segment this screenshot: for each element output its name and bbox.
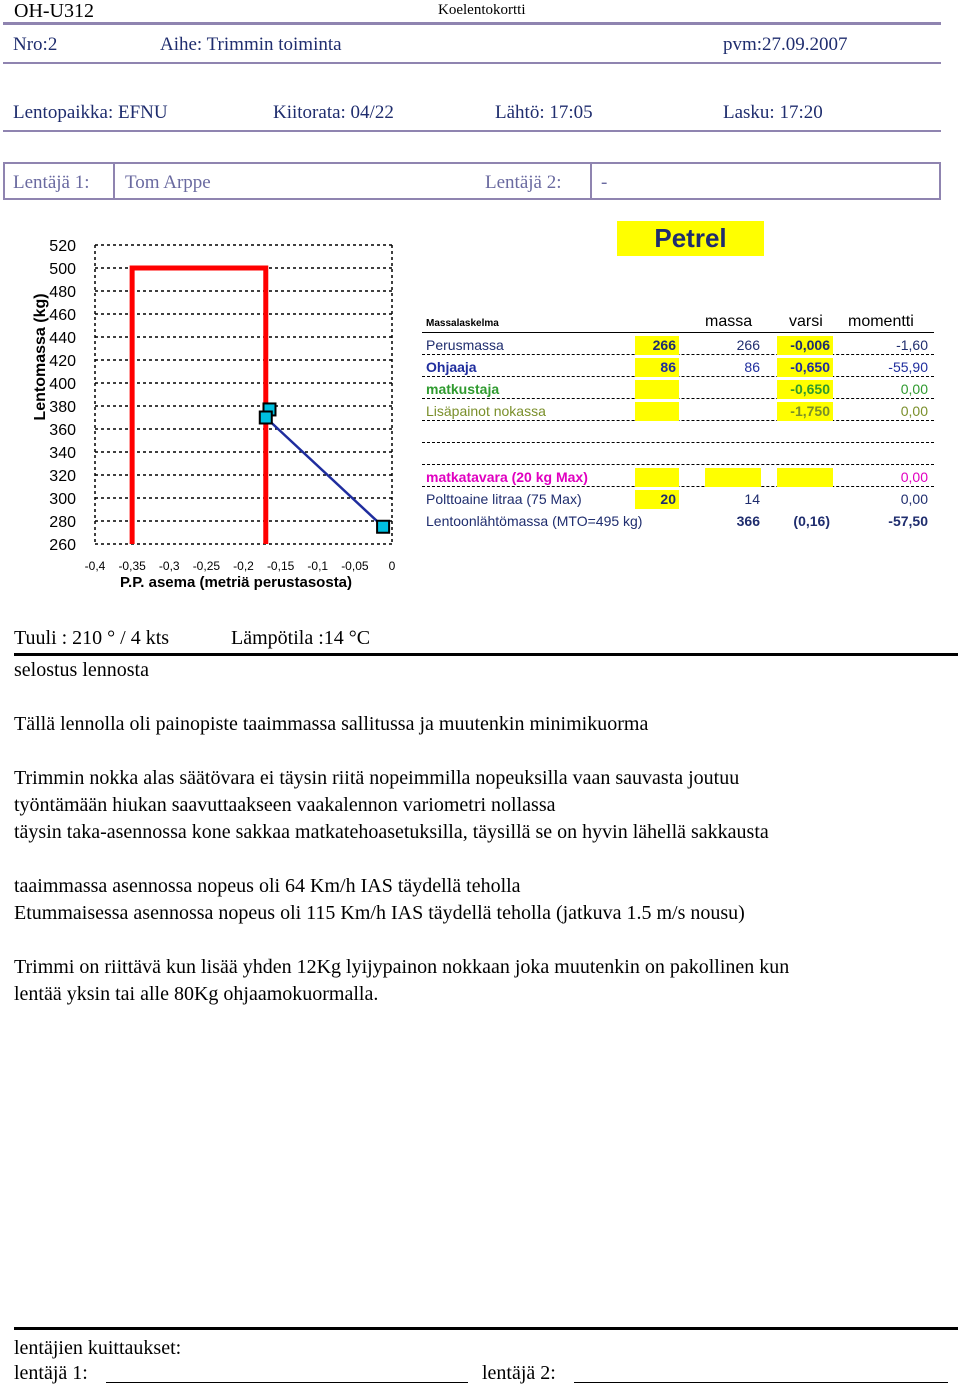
chart-y-tick-label: 520	[49, 238, 76, 255]
runway: Kiitorata: 04/22	[273, 102, 394, 123]
header-rule	[3, 198, 941, 200]
input-cell-highlight	[635, 402, 679, 421]
header-border	[590, 162, 592, 200]
mass-table-dashed-rule	[422, 464, 934, 465]
row-label: matkatavara (20 kg Max)	[426, 469, 588, 485]
row-arm: -0,650	[790, 381, 830, 397]
form-title: Koelentokortti	[438, 2, 526, 18]
row-label: Lentoonlähtömassa (MTO=495 kg)	[426, 513, 643, 529]
chart-x-tick-label: -0,3	[158, 559, 180, 573]
report-line: Tällä lennolla oli painopiste taaimmassa sallitussa ja muutenkin minimikuorma	[14, 713, 649, 735]
mass-table-dashed-rule	[422, 442, 934, 443]
chart-y-axis-label: Lentomassa (kg)	[32, 293, 49, 421]
row-arm: -0,650	[790, 359, 830, 375]
input-cell-highlight	[635, 468, 679, 487]
chart-y-tick-label: 400	[49, 376, 76, 393]
row-moment: 0,00	[900, 381, 928, 397]
pilot1-signature-line[interactable]	[106, 1382, 468, 1383]
mass-table-row	[422, 336, 934, 356]
mass-table-row	[422, 468, 934, 488]
form-subject: Aihe: Trimmin toiminta	[160, 34, 342, 55]
pilot2-signature-line[interactable]	[574, 1382, 948, 1383]
chart-x-tick-label: 0	[388, 559, 396, 573]
col-momentti: momentti	[848, 313, 914, 330]
row-mass: 366	[736, 513, 760, 529]
row-arm: -1,750	[790, 403, 830, 419]
chart-y-tick-label: 260	[49, 537, 76, 554]
chart-x-tick-label: -0,15	[266, 559, 295, 573]
mass-table-row	[422, 490, 934, 510]
wind-info: Tuuli : 210 ° / 4 kts	[14, 627, 170, 649]
report-line: Etummaisessa asennossa nopeus oli 115 Km/h IAS täydellä teholla (jatkuva 1.5 m/s nousu)	[14, 902, 745, 924]
mass-table-row	[422, 402, 934, 422]
row-moment: -57,50	[888, 513, 928, 529]
chart-y-tick-label: 360	[49, 422, 76, 439]
mass-table-row	[422, 512, 934, 532]
chart-x-tick-label: -0,25	[192, 559, 221, 573]
mass-table-header	[422, 312, 934, 332]
cg-point-marker	[260, 412, 272, 424]
chart-y-tick-label: 500	[49, 261, 76, 278]
chart-x-tick-label: -0,35	[118, 559, 146, 573]
report-line: työntämään hiukan saavuttaakseen vaakalennon variometri nollassa	[14, 794, 556, 816]
pilot1-name: Tom Arppe	[125, 172, 211, 193]
pilot2-name: -	[601, 172, 608, 193]
cg-shift-line	[266, 409, 383, 526]
row-mass: 266	[736, 337, 760, 353]
pilot1-label: Lentäjä 1:	[13, 172, 90, 193]
row-label: Polttoaine litraa (75 Max)	[426, 491, 582, 507]
input-cell-highlight	[635, 380, 679, 399]
row-label: Perusmassa	[426, 337, 504, 353]
cg-point-marker	[377, 521, 389, 533]
pilot2-label: Lentäjä 2:	[485, 172, 562, 193]
row-mass: 86	[744, 359, 760, 375]
chart-x-axis-label: P.P. asema (metriä perustasosta)	[119, 574, 353, 591]
row-arm: (0,16)	[793, 513, 830, 529]
report-line: lentää yksin tai alle 80Kg ohjaamokuormalla.	[14, 983, 379, 1005]
arm-cell-highlight	[777, 468, 833, 487]
signoff-rule	[14, 1327, 958, 1330]
row-moment: 0,00	[900, 469, 928, 485]
row-label: matkustaja	[426, 381, 500, 397]
header-row-3	[3, 172, 941, 196]
header-rule	[3, 130, 941, 132]
report-rule	[14, 653, 958, 656]
report-line: Trimmin nokka alas säätövara ei täysin riitä nopeimmilla nopeuksilla vaan sauvasta joutuu	[14, 767, 740, 789]
row-arm: -0,006	[790, 337, 830, 353]
mass-table-header-rule	[422, 332, 934, 333]
report-label: selostus lennosta	[14, 659, 149, 681]
row-input-value: 20	[660, 491, 676, 507]
header-border	[939, 162, 941, 200]
chart-x-tick-label: -0,05	[341, 559, 369, 573]
mass-calculation-table	[422, 312, 934, 542]
header-border	[3, 162, 5, 200]
mass-table-row	[422, 358, 934, 378]
col-varsi: varsi	[789, 313, 823, 330]
document-code: OH-U312	[14, 0, 94, 22]
chart-y-tick-label: 320	[49, 468, 76, 485]
mass-cell-highlight	[705, 468, 761, 487]
col-massa: massa	[705, 313, 753, 330]
report-line: taaimmassa asennossa nopeus oli 64 Km/h IAS täydellä teholla	[14, 875, 521, 897]
chart-y-tick-label: 300	[49, 491, 76, 508]
row-moment: 0,00	[900, 403, 928, 419]
row-moment: 0,00	[900, 491, 928, 507]
header-rule	[3, 22, 941, 25]
row-input-value: 266	[652, 337, 676, 353]
header-row-2	[3, 102, 941, 126]
row-input-value: 86	[660, 359, 676, 375]
aircraft-type-badge: Petrel	[617, 221, 764, 256]
pilot1-signature-label: lentäjä 1:	[14, 1362, 88, 1384]
chart-y-tick-label: 340	[49, 445, 76, 462]
temperature-info: Lämpötila :14 °C	[231, 627, 371, 649]
chart-x-tick-label: -0,2	[233, 559, 254, 573]
row-mass: 14	[744, 491, 760, 507]
chart-y-tick-label: 440	[49, 330, 76, 347]
report-line: täysin taka-asennossa kone sakkaa matkatehoasetuksilla, täysillä se on hyvin lähellä sakkausta	[14, 821, 769, 843]
row-label: Lisäpainot nokassa	[426, 403, 546, 419]
chart-x-tick-label: -0,1	[307, 559, 329, 573]
chart-y-tick-label: 380	[49, 399, 76, 416]
row-moment: -55,90	[888, 359, 928, 375]
form-number: Nro:2	[13, 34, 58, 55]
chart-y-tick-label: 420	[49, 353, 76, 370]
report-line: Trimmi on riittävä kun lisää yhden 12Kg lyijypainon nokkaan joka muutenkin on pakollinen kun	[14, 956, 790, 978]
pilot2-signature-label: lentäjä 2:	[482, 1362, 556, 1384]
header-rule	[3, 162, 941, 164]
header-rule	[3, 62, 941, 64]
signoff-title: lentäjien kuittaukset:	[14, 1337, 182, 1359]
row-moment: -1,60	[896, 337, 928, 353]
mass-table-row	[422, 380, 934, 400]
chart-y-tick-label: 480	[49, 284, 76, 301]
chart-y-tick-label: 460	[49, 307, 76, 324]
landing-time: Lasku: 17:20	[723, 102, 823, 123]
airfield: Lentopaikka: EFNU	[13, 102, 168, 123]
header-row-1	[3, 34, 941, 58]
form-date: pvm:27.09.2007	[723, 34, 848, 55]
header-border	[113, 162, 115, 200]
cg-envelope-chart	[0, 225, 410, 605]
row-label: Ohjaaja	[426, 359, 477, 375]
mass-table-title: Massalaskelma	[426, 318, 499, 329]
chart-y-tick-label: 280	[49, 514, 76, 531]
chart-x-tick-label: -0,4	[84, 559, 106, 573]
takeoff-time: Lähtö: 17:05	[495, 102, 593, 123]
